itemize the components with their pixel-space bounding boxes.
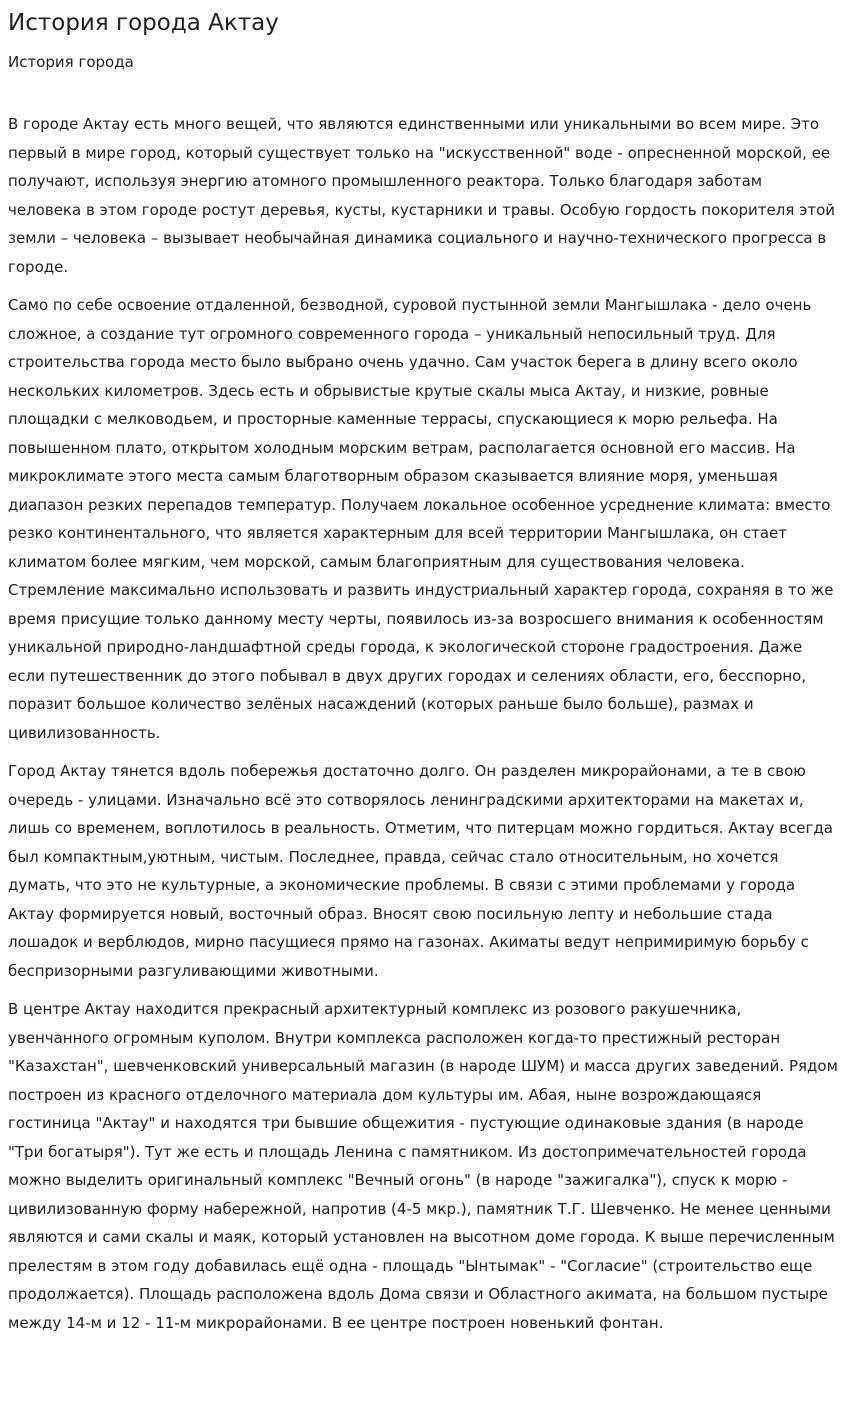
paragraph-2: Само по себе освоение отдаленной, безводной, суровой пустынной земли Мангышлака - дело очень сложное, а создание тут огромного современного города – уникальный непосильный труд. Для строительства города место было выбрано очень удачно. Сам участок берега в длину всего около нескольких километров. Здесь есть и обрывистые крутые скалы мыса Актау, и низкие, ровные площадки с мелководьем, и просторные каменные террасы, спускающиеся к морю рельефа. На повышенном плато, открытом холодным морским ветрам, располагается основной его массив. На микроклимате этого места самым благотворным образом сказывается влияние моря, уменьшая диапазон резких перепадов температур. Получаем локальное особенное усреднение климата: вместо резко континентального, что является характерным для всей территории Мангышлака, он стает климатом более мягким, чем морской, самым благоприятным для существования человека. Стремление максимально использовать и развить индустриальный характер города, сохраняя в то же время присущие только данному месту черты, появилось из-за возросшего внимания к особенностям уникальной природно-ландшафтной среды города, к экологической стороне градостроения. Даже если путешественник до этого побывал в двух других городах и селениях области, его, бесспорно, поразит большое количество зелёных насаждений (которых раньше было больше), размах и цивилизованность.	[8, 296, 834, 742]
page-subtitle: История города	[8, 53, 134, 71]
paragraph-1: В городе Актау есть много вещей, что являются единственными или уникальными во всем мире. Это первый в мире город, который существует только на "искусственной" воде - опресненной морской, ее получают, используя энергию атомного промышленного реактора. Только благодаря заботам человека в этом городе ростут деревья, кусты, кустарники и травы. Особую гордость покорителя этой земли – человека – вызывает необычайная динамика социального и научно-технического прогресса в городе.	[8, 115, 836, 276]
page-title: История города Актау	[8, 10, 279, 36]
article-body	[8, 110, 839, 1337]
paragraph-3: Город Актау тянется вдоль побережья достаточно долго. Он разделен микрорайонами, а те в свою очередь - улицами. Изначально всё это сотворялось ленинградскими архитекторами на макетах и, лишь со временем, воплотилось в реальность. Отметим, что питерцам можно гордиться. Актау всегда был компактным,уютным, чистым. Последнее, правда, сейчас стало относительным, но хочется думать, что это не культурные, а экономические проблемы. В связи с этими проблемами у города Актау формируется новый, восточный образ. Вносят свою посильную лепту и небольшие стада лошадок и верблюдов, мирно пасущиеся прямо на газонах. Акиматы ведут непримиримую борьбу с беспризорными разгуливающими животными.	[8, 762, 833, 980]
paragraph-4: В центре Актау находится прекрасный архитектурный комплекс из розового ракушечника, увенчанного огромным куполом. Внутри комплекса расположен когда-то престижный ресторан "Казахстан", шевченковский универсальный магазин (в народе ШУМ) и масса других заведений. Рядом построен из красного отделочного материала дом культуры им. Абая, ныне возрождающаяся гостиница "Актау" и находятся три бывшие общежития - пустующие одинаковые здания (в народе "Три богатыря"). Тут же есть и площадь Ленина с памятником. Из достопримечательностей города можно выделить оригинальный комплекс "Вечный огонь" (в народе "зажигалка"), спуск к морю - цивилизованную форму набережной, напротив (4-5 мкр.), памятник Т.Г. Шевченко. Не менее ценными являются и сами скалы и маяк, который установлен на высотном доме города. К выше перечисленным прелестям в этом году добавилась ещё одна - площадь "Ынтымак" - "Согласие" (строительство еще продолжается). Площадь расположена вдоль Дома связи и Областного акимата, на большом пустыре между 14-м и 12 - 11-м микрорайонами. В ее центре построен новенький фонтан.	[8, 1000, 838, 1332]
